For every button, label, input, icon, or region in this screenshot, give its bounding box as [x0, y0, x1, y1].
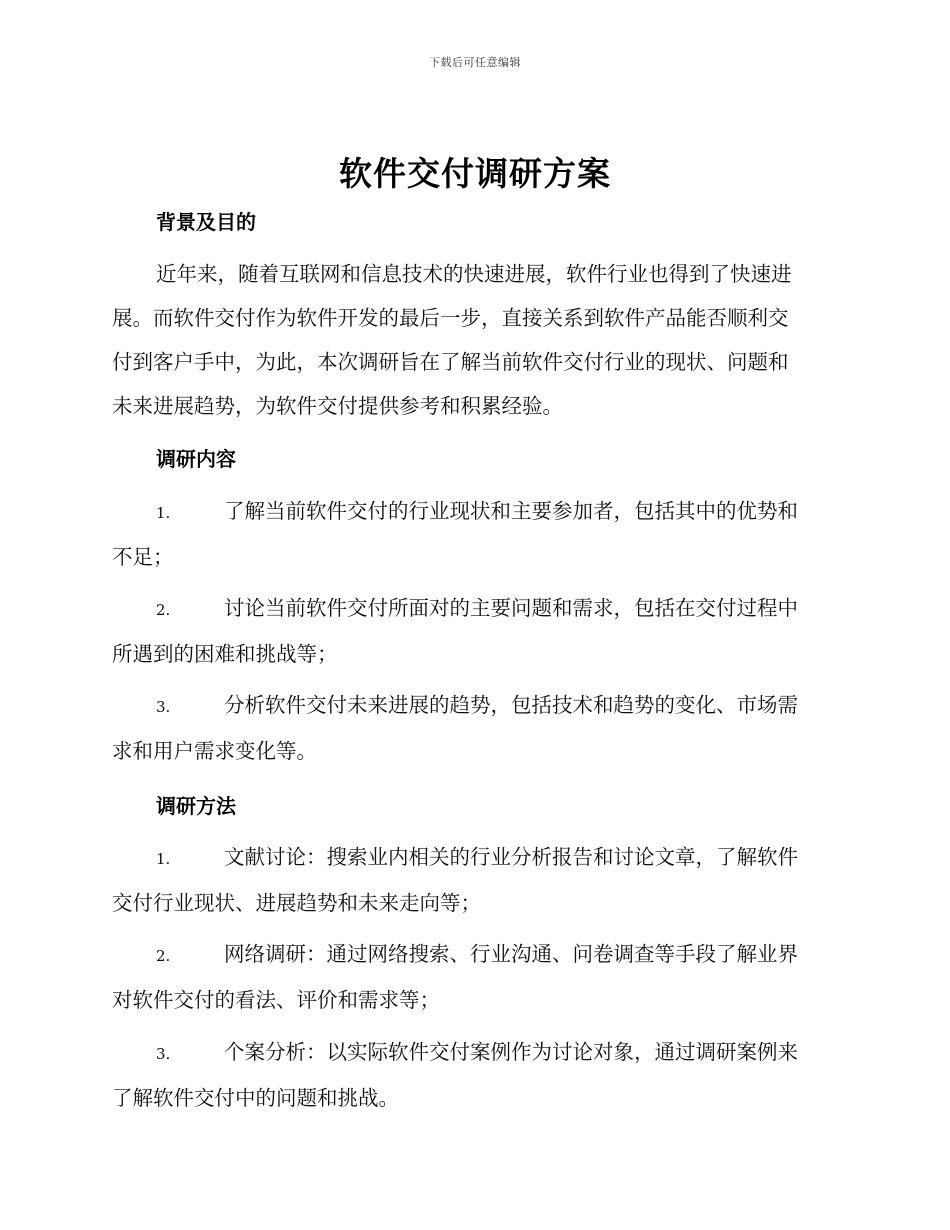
list-item — [112, 835, 834, 925]
paragraph-line: 展。而软件交付作为软件开发的最后一步，直接关系到软件产品能否顺利交 — [112, 306, 789, 330]
list-item-text: 个案分析：以实际软件交付案例作为讨论对象，通过调研案例来 — [224, 1040, 798, 1064]
list-item-text: 了解当前软件交付的行业现状和主要参加者，包括其中的优势和 — [224, 499, 798, 523]
list-item-number: 3. — [156, 698, 171, 716]
list-item-text: 对软件交付的看法、评价和需求等； — [112, 988, 440, 1012]
paragraph-line: 近年来，随着互联网和信息技术的快速进展，软件行业也得到了快速进 — [156, 262, 792, 286]
list-item-text: 讨论当前软件交付所面对的主要问题和需求，包括在交付过程中 — [224, 596, 798, 620]
section-heading-background: 背景及目的 — [156, 210, 256, 234]
list-item — [112, 683, 834, 773]
list-item-number: 1. — [156, 504, 171, 522]
list-item-text: 网络调研：通过网络搜索、行业沟通、问卷调查等手段了解业界 — [224, 942, 798, 966]
paragraph-line: 付到客户手中，为此，本次调研旨在了解当前软件交付行业的现状、问题和 — [112, 350, 789, 374]
list-item-number: 2. — [156, 947, 171, 965]
list-item-text: 文献讨论：搜索业内相关的行业分析报告和讨论文章，了解软件 — [224, 845, 798, 869]
list-item — [112, 1030, 834, 1120]
list-item — [112, 932, 834, 1022]
list-item — [112, 489, 834, 579]
list-item-text: 交付行业现状、进展趋势和未来走向等； — [112, 891, 481, 915]
paragraph-line: 未来进展趋势，为软件交付提供参考和积累经验。 — [112, 394, 563, 418]
section-heading-methods: 调研方法 — [156, 794, 236, 818]
list-item-number: 3. — [156, 1045, 171, 1063]
background-paragraph — [112, 252, 834, 428]
list-item-number: 2. — [156, 601, 171, 619]
list-item-number: 1. — [156, 850, 171, 868]
list-item-text: 所遇到的困难和挑战等； — [112, 642, 338, 666]
list-item-text: 求和用户需求变化等。 — [112, 739, 317, 763]
section-heading-content: 调研内容 — [156, 447, 236, 471]
header-note: 下载后可任意编辑 — [429, 56, 521, 69]
list-item — [112, 586, 834, 676]
list-item-text: 分析软件交付未来进展的趋势，包括技术和趋势的变化、市场需 — [224, 693, 798, 717]
page-title: 软件交付调研方案 — [339, 154, 611, 193]
list-item-text: 不足； — [112, 545, 174, 569]
list-item-text: 了解软件交付中的问题和挑战。 — [112, 1086, 399, 1110]
